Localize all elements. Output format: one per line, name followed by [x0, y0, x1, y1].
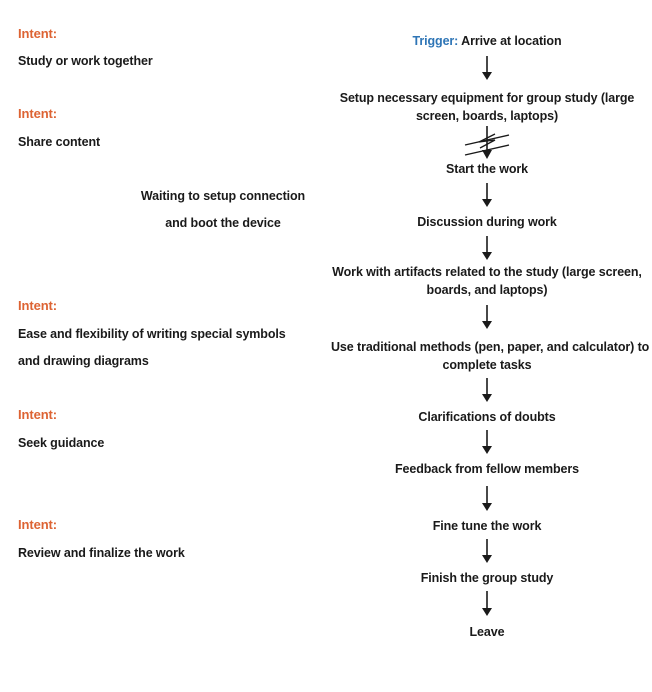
- step-fine-tune: [331, 517, 643, 535]
- step-line: Leave: [469, 625, 505, 639]
- flow-arrow: [480, 430, 494, 454]
- trigger-text: Arrive at location: [461, 34, 562, 48]
- flow-arrow: [480, 183, 494, 207]
- step-discussion: [331, 213, 643, 231]
- flow-arrow: [480, 236, 494, 260]
- waiting-note-line-2: and boot the device: [165, 216, 281, 230]
- step-line: Work with artifacts related to the study (large screen,: [332, 265, 642, 279]
- step-leave: [331, 623, 643, 641]
- intent-label-study-work: Intent:: [18, 26, 58, 41]
- intent-text-study-work: Study or work together: [18, 54, 153, 68]
- intent-text-seek-guidance: Seek guidance: [18, 436, 105, 450]
- intent-text-review-finalize: Review and finalize the work: [18, 546, 185, 560]
- step-finish: [331, 569, 643, 587]
- step-line: Start the work: [446, 162, 528, 176]
- step-line: boards, and laptops): [426, 283, 548, 297]
- step-line: Feedback from fellow members: [394, 462, 580, 476]
- flow-arrow: [480, 305, 494, 329]
- step-line: complete tasks: [442, 358, 532, 372]
- flow-arrow: [480, 378, 494, 402]
- step-feedback: [331, 460, 643, 478]
- step-line: Clarifications of doubts: [418, 410, 556, 424]
- flow-break-arrow-icon: [462, 126, 512, 160]
- step-setup-equipment: [331, 89, 643, 125]
- step-start-work: [331, 160, 643, 178]
- trigger-label: Trigger:: [412, 34, 459, 48]
- intent-text-writing-symbols-1: Ease and flexibility of writing special symbols: [18, 327, 286, 341]
- flow-arrow: [480, 591, 494, 616]
- flow-arrow: [480, 486, 494, 511]
- flow-arrow: [480, 56, 494, 80]
- step-line: Finish the group study: [420, 571, 554, 585]
- intent-label-share-content: Intent:: [18, 106, 58, 121]
- intent-label-seek-guidance: Intent:: [18, 407, 58, 422]
- flow-arrow: [480, 539, 494, 563]
- waiting-note-line-1: Waiting to setup connection: [140, 189, 306, 203]
- intent-text-writing-symbols-2: and drawing diagrams: [18, 354, 149, 368]
- step-line: screen, boards, laptops): [415, 109, 559, 123]
- intent-text-share-content: Share content: [18, 135, 101, 149]
- step-line: Discussion during work: [417, 215, 557, 229]
- step-line: Fine tune the work: [432, 519, 542, 533]
- intent-label-writing-symbols: Intent:: [18, 298, 58, 313]
- step-traditional-methods: [331, 338, 650, 374]
- step-line: Use traditional methods (pen, paper, and calculator) to: [331, 340, 650, 354]
- step-line: Setup necessary equipment for group study (large: [339, 91, 635, 105]
- intent-label-review-finalize: Intent:: [18, 517, 58, 532]
- step-clarifications: [331, 408, 643, 426]
- trigger-row: [331, 34, 643, 48]
- step-work-artifacts: [331, 263, 643, 299]
